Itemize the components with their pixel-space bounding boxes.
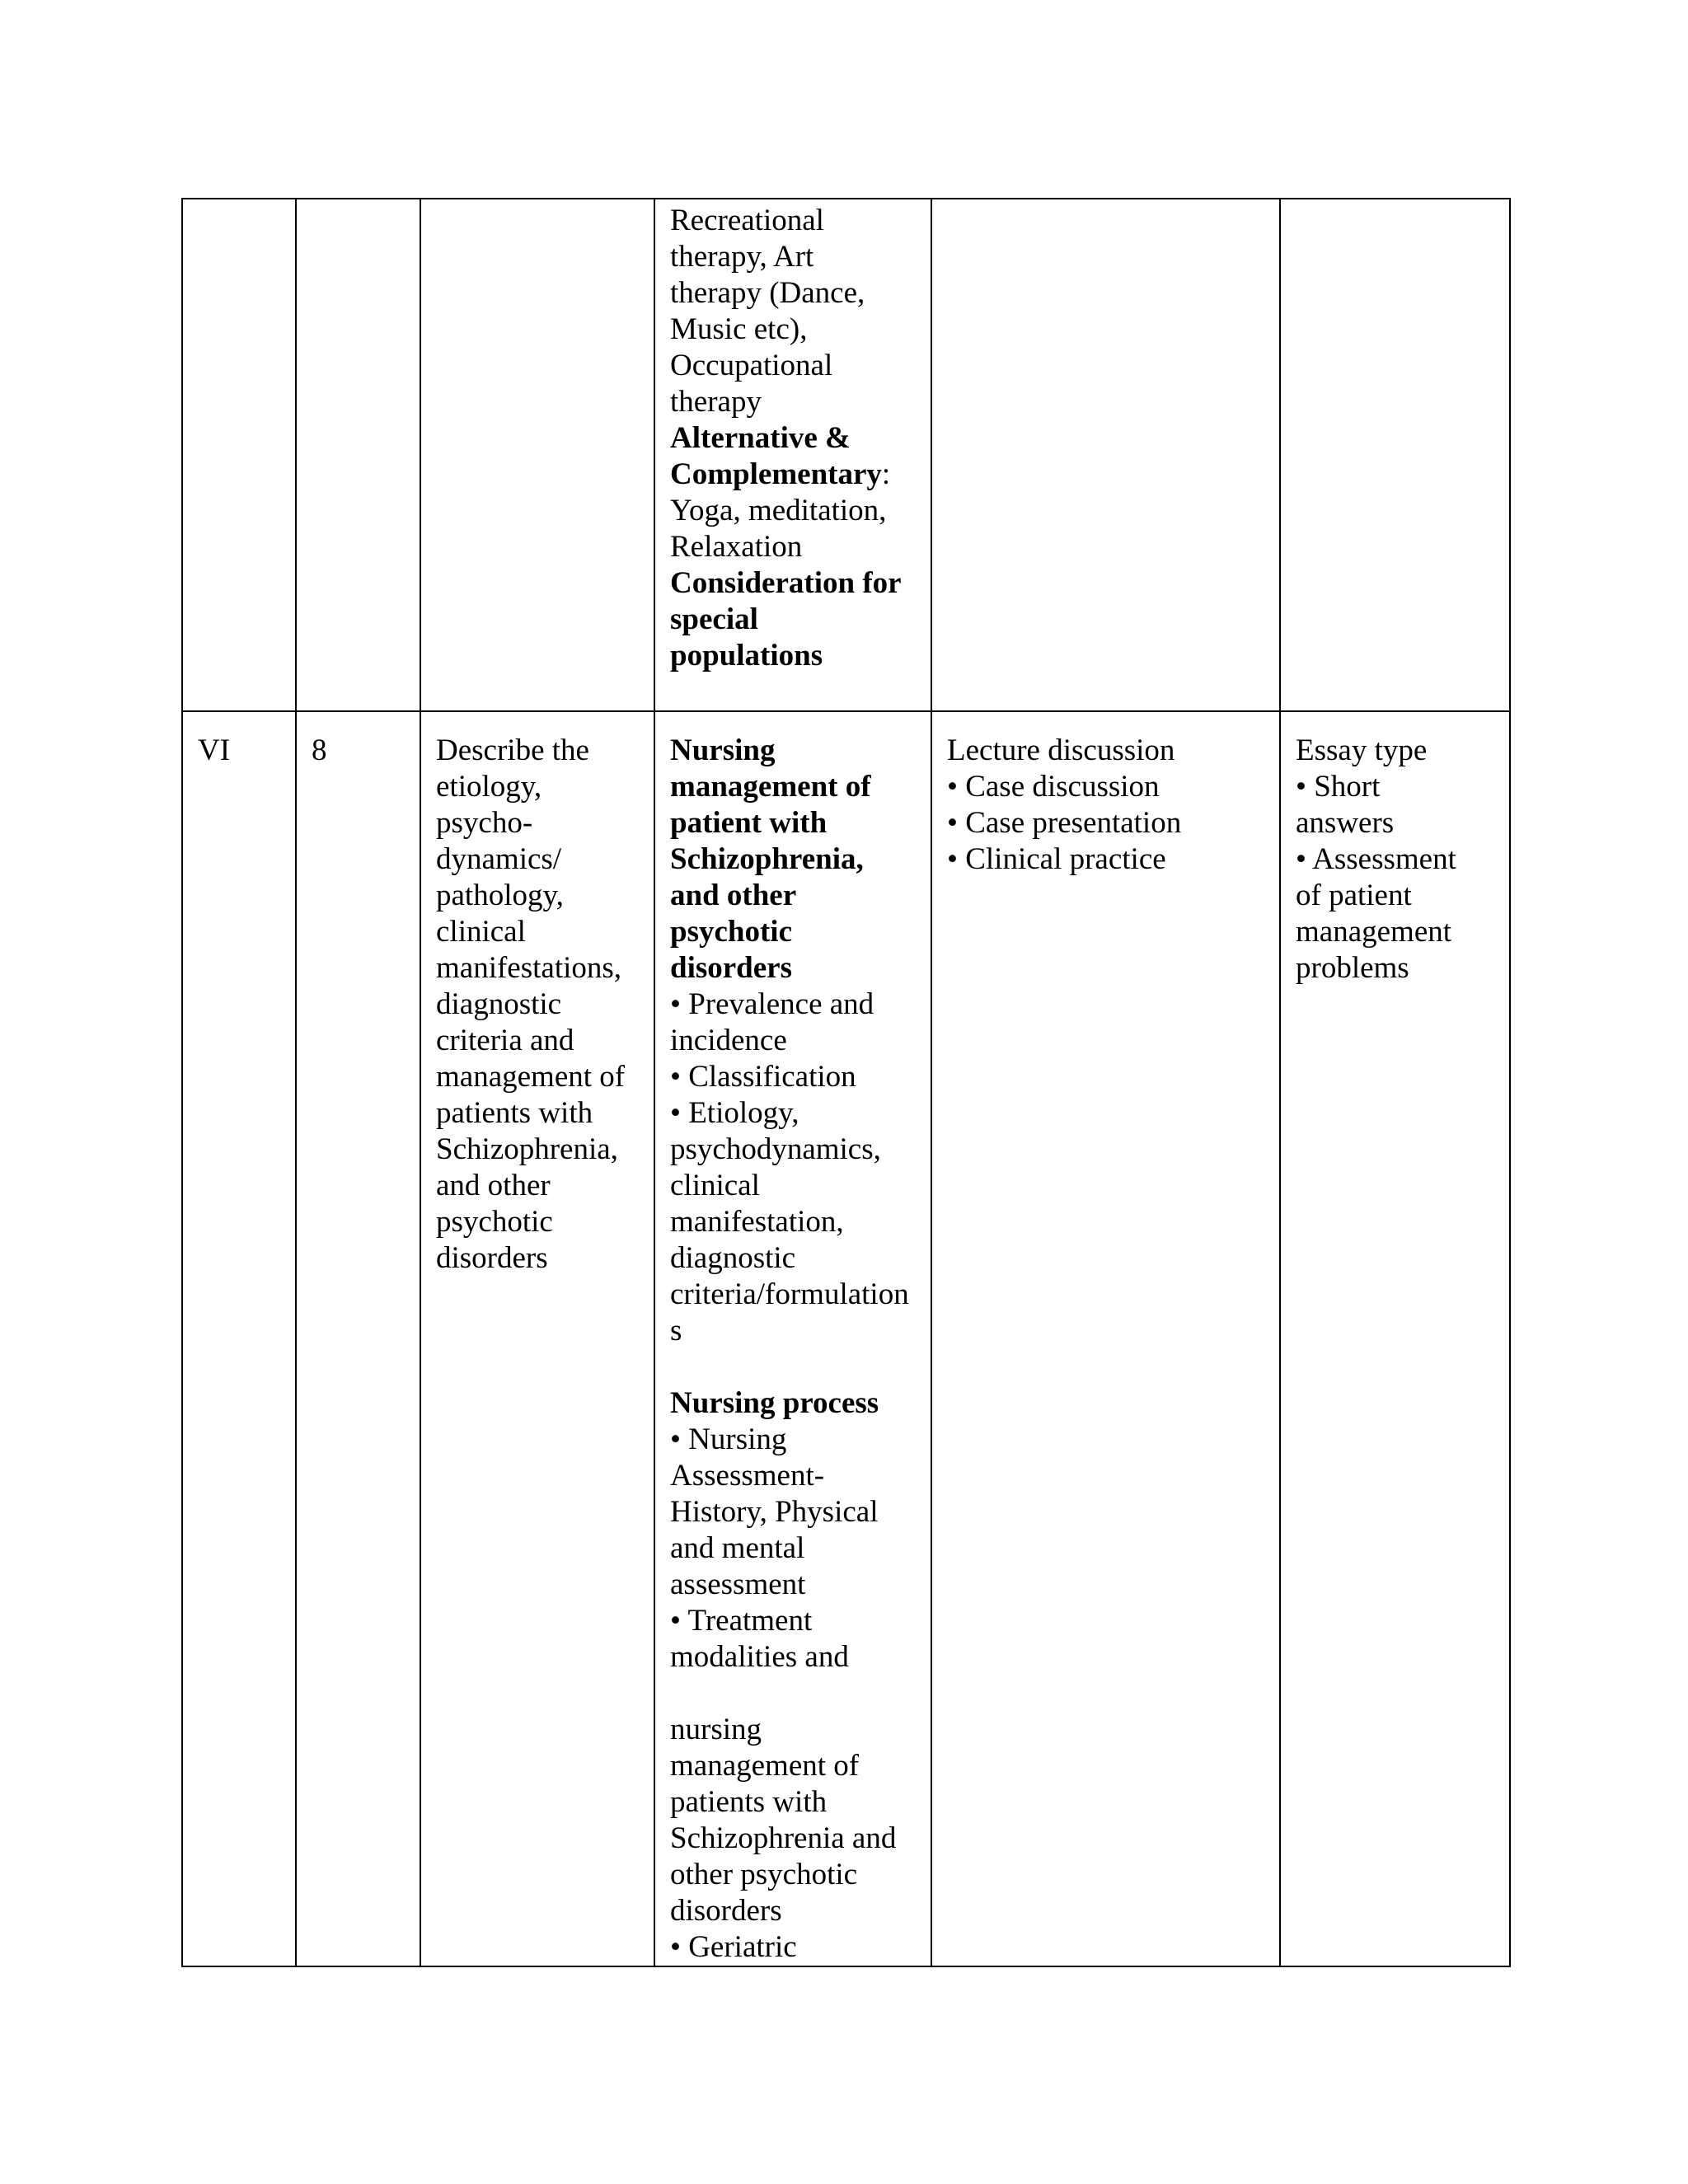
content-line (670, 1132, 916, 1168)
content-cell (654, 711, 931, 1966)
content-line (670, 1095, 916, 1132)
assessment-method-item: Essay type (1296, 733, 1428, 767)
content-heading (670, 638, 916, 674)
content-text: therapy (670, 385, 762, 419)
objectives-cell (420, 711, 654, 1966)
content-text: patient with (670, 806, 828, 840)
assessment-method-item: problems (1296, 951, 1409, 985)
content-line (670, 1567, 916, 1603)
content-suffix: : (881, 457, 891, 491)
content-line (670, 1204, 916, 1240)
content-text: psychotic (670, 915, 792, 949)
content-line (670, 1313, 916, 1349)
objective-line: and other (436, 1169, 551, 1202)
content-heading (670, 914, 916, 950)
content-text: therapy, Art (670, 240, 814, 274)
objective-line: patients with (436, 1096, 593, 1130)
hours-cell (296, 711, 420, 1966)
content-text: nursing (670, 1713, 762, 1746)
teaching-method-item: Lecture discussion (947, 733, 1175, 767)
content-heading (670, 420, 916, 457)
content-text: management of (670, 770, 871, 804)
content-text: • Treatment (670, 1604, 813, 1638)
content-text: s (670, 1314, 682, 1347)
content-line (670, 1893, 916, 1929)
content-text: disorders (670, 1894, 782, 1928)
content-line (670, 1023, 916, 1059)
content-text: therapy (Dance, (670, 276, 865, 310)
blank-line (670, 1349, 916, 1385)
hours-cell (296, 199, 420, 711)
content-line (670, 1494, 916, 1530)
content-text: • Nursing (670, 1422, 787, 1456)
content-text: History, Physical (670, 1495, 879, 1529)
content-line (670, 1458, 916, 1494)
teaching-method-item: • Clinical practice (947, 842, 1166, 876)
content-text: special (670, 602, 758, 636)
content-line (670, 1059, 916, 1095)
content-text: Nursing process (670, 1386, 879, 1420)
syllabus-table (181, 198, 1511, 1967)
content-text: patients with (670, 1785, 828, 1819)
objective-line: clinical (436, 915, 526, 949)
assessment-method-item: • Short (1296, 770, 1381, 804)
content-heading (670, 841, 916, 878)
content-text: criteria/formulation (670, 1277, 909, 1311)
hours-value: 8 (312, 733, 327, 767)
content-text: • Etiology, (670, 1096, 799, 1130)
content-heading (670, 769, 916, 805)
content-line (670, 1821, 916, 1857)
teaching-methods-cell (931, 711, 1280, 1966)
content-line (670, 203, 916, 239)
table-row (182, 711, 1510, 1966)
content-heading (670, 457, 916, 493)
teaching-method-item: • Case discussion (947, 770, 1160, 804)
content-text: • Prevalence and (670, 987, 874, 1021)
content-text: management of (670, 1749, 860, 1783)
assessment-method-item: • Assessment (1296, 842, 1456, 876)
content-line (670, 987, 916, 1023)
content-text: Complementary (670, 457, 882, 491)
content-text: psychodynamics, (670, 1132, 881, 1166)
assessment-methods-cell (1280, 711, 1510, 1966)
objective-line: Schizophrenia, (436, 1132, 618, 1166)
content-heading (670, 565, 916, 602)
objective-line: manifestations, (436, 951, 622, 985)
content-text: Yoga, meditation, (670, 494, 887, 527)
content-heading (670, 602, 916, 638)
unit-number: VI (198, 733, 231, 767)
table-row (182, 199, 1510, 711)
content-text: • Geriatric (670, 1930, 797, 1964)
objective-line: psycho- (436, 806, 533, 840)
assessment-methods-cell (1280, 199, 1510, 711)
content-text: Occupational (670, 349, 833, 382)
content-text: Schizophrenia, (670, 842, 864, 876)
content-text: assessment (670, 1568, 806, 1601)
content-line (670, 1277, 916, 1313)
content-heading (670, 805, 916, 841)
objective-line: etiology, (436, 770, 542, 804)
objectives-cell (420, 199, 654, 711)
objective-line: Describe the (436, 733, 589, 767)
teaching-methods-cell (931, 199, 1280, 711)
unit-cell (182, 199, 296, 711)
content-text: populations (670, 639, 823, 673)
content-text: • Classification (670, 1060, 856, 1094)
content-line (670, 493, 916, 529)
assessment-method-item: answers (1296, 806, 1395, 840)
content-heading (670, 950, 916, 987)
content-line (670, 1748, 916, 1784)
content-heading (670, 1385, 916, 1422)
content-heading (670, 733, 916, 769)
content-text: Consideration for (670, 566, 902, 600)
objective-line: criteria and (436, 1024, 574, 1057)
content-text: and other (670, 879, 797, 912)
content-line (670, 1712, 916, 1748)
content-line (670, 348, 916, 384)
content-text: incidence (670, 1024, 787, 1057)
content-line (670, 312, 916, 348)
content-text: clinical (670, 1169, 760, 1202)
objective-line: psychotic (436, 1205, 553, 1239)
content-line (670, 1857, 916, 1893)
content-line (670, 1603, 916, 1639)
content-line (670, 1530, 916, 1567)
content-text: Music etc), (670, 312, 808, 346)
content-text: manifestation, (670, 1205, 844, 1239)
unit-cell (182, 711, 296, 1966)
content-line (670, 1168, 916, 1204)
content-text: diagnostic (670, 1241, 796, 1275)
content-text: and mental (670, 1531, 805, 1565)
content-line (670, 529, 916, 565)
content-text: other psychotic (670, 1858, 858, 1891)
content-text: Relaxation (670, 530, 803, 564)
content-line (670, 384, 916, 420)
content-line (670, 239, 916, 275)
objective-line: disorders (436, 1241, 548, 1275)
objective-line: diagnostic (436, 987, 562, 1021)
content-text: Schizophrenia and (670, 1821, 897, 1855)
content-text: Nursing (670, 733, 776, 767)
content-line (670, 1240, 916, 1277)
assessment-method-item: management (1296, 915, 1452, 949)
content-cell (654, 199, 931, 711)
assessment-method-item: of patient (1296, 879, 1412, 912)
objective-line: dynamics/ (436, 842, 562, 876)
content-text: Assessment- (670, 1459, 825, 1493)
teaching-method-item: • Case presentation (947, 806, 1182, 840)
objective-line: pathology, (436, 879, 564, 912)
content-line (670, 1422, 916, 1458)
content-line (670, 1784, 916, 1821)
content-text: modalities and (670, 1640, 849, 1674)
content-heading (670, 878, 916, 914)
content-line (670, 1929, 916, 1966)
content-text: disorders (670, 951, 792, 985)
blank-line (670, 1675, 916, 1712)
content-line (670, 1639, 916, 1675)
content-text: Alternative & (670, 421, 851, 455)
objective-line: management of (436, 1060, 626, 1094)
content-text: Recreational (670, 204, 824, 237)
content-line (670, 275, 916, 312)
